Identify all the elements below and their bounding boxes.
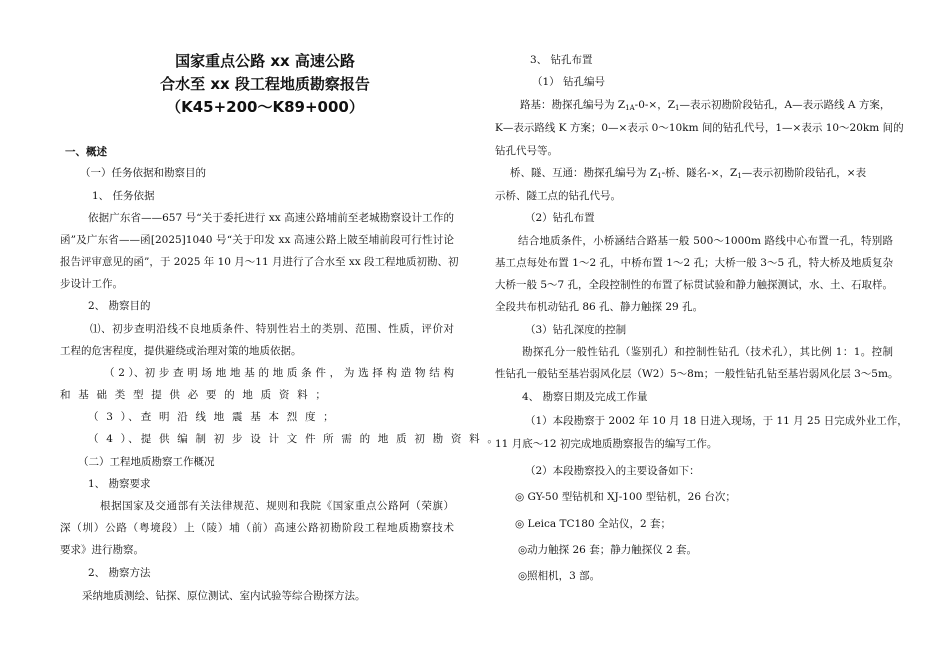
list-item: ◎动力触探 26 套；静力触探仪 2 套。	[518, 544, 698, 556]
paragraph-line: K—表示路线 K 方案；0—×表示 0～10km 间的钻孔代号，1—×表示 10～20km 间的	[495, 122, 904, 134]
heading-borehole-arrangement: （2）钻孔布置	[525, 212, 595, 224]
report-title-line-1: 国家重点公路 xx 高速公路	[175, 52, 355, 70]
list-item: ◎ Leica TC180 全站仪，2 套；	[515, 518, 671, 530]
subscript: 1A	[625, 104, 635, 112]
subscript: 1	[675, 104, 680, 112]
list-item: ◎ GY-50 型钻机和 XJ-100 型钻机，26 台次；	[515, 491, 736, 503]
paragraph-line	[520, 98, 890, 115]
paragraph-line: 根据国家及交通部有关法律规范、规则和我院《国家重点公路阿（荣旗）	[100, 500, 454, 512]
paragraph-line: 全段共布机动钻孔 86 孔、静力触探 29 孔。	[495, 301, 704, 313]
paragraph-line	[510, 166, 866, 183]
paragraph-line: 要求》进行勘察。	[60, 544, 144, 556]
report-title-line-3: （K45+200～K89+000）	[166, 98, 364, 116]
heading-task-basis: 1、 任务依据	[92, 190, 155, 202]
paragraph-line: 依据广东省——657 号“关于委托进行 xx 高速公路埔前至老城勘察设计工作的	[88, 212, 454, 224]
paragraph-line: 步设计工作。	[60, 278, 123, 290]
paragraph-line: 工程的危害程度，提供避绕或治理对策的地质依据。	[60, 345, 302, 357]
heading-borehole-depth: （3）钻孔深度的控制	[525, 324, 627, 336]
paragraph-line: 性钻孔一般钻至基岩弱风化层（W2）5～8m；一般性钻孔钻至基岩弱风化层 3～5m。	[495, 368, 899, 380]
subscript: 1	[657, 172, 662, 180]
paragraph-line: 钻孔代号等。	[495, 145, 558, 157]
heading-survey-purpose: 2、 勘察目的	[88, 300, 151, 312]
text-run: 路基：勘探孔编号为 Z	[520, 99, 626, 111]
paragraph-line: 报告评审意见的函”，于 2025 年 10 月～11 月进行了合水至 xx 段工程地质初勘、初	[60, 256, 459, 268]
paragraph-line: 结合地质条件，小桥涵结合路基一般 500～1000m 路线中心布置一孔，特别路	[518, 235, 893, 247]
paragraph-line: （ 4 ）、提 供 编 制 初 步 设 计 文 件 所 需 的 地 质 初 勘 资 料 。	[88, 433, 501, 445]
paragraph-line: 大桥一般 5～7 孔，全段控制性的布置了标贯试验和静力触探测试，水、土、石取样。	[495, 279, 894, 291]
paragraph-line: （1）本段勘察于 2002 年 10 月 18 日进入现场，于 11 月 25 日完成外业工作，	[525, 415, 908, 427]
text-run: -桥、隧名-×，Z	[661, 167, 738, 179]
paragraph-line: 11 月底～12 初完成地质勘察报告的编写工作。	[495, 438, 718, 450]
paragraph-line: 采纳地质测绘、钻探、原位测试、室内试验等综合勘探方法。	[82, 590, 366, 602]
heading-borehole-numbering: （1） 钻孔编号	[532, 76, 606, 88]
subscript: 1	[737, 172, 742, 180]
paragraph-line: 深（圳）公路（粤境段）上（陵）埔（前）高速公路初勘阶段工程地质勘察技术	[60, 522, 454, 534]
subsection-heading-basis-purpose: （一）任务依据和勘察目的	[80, 167, 206, 179]
paragraph-line: 示桥、隧工点的钻孔代号。	[495, 190, 621, 202]
text-run: —表示初勘阶段钻孔，A—表示路线 A 方案，	[679, 99, 891, 111]
paragraph-line: 基工点每处布置 1～2 孔，中桥布置 1～2 孔；大桥一般 3～5 孔，特大桥及地质复杂	[495, 257, 893, 269]
section-heading-overview: 一、概述	[65, 146, 107, 158]
list-item: ◎照相机，3 部。	[518, 570, 601, 582]
paragraph-line: 函”及广东省——函[2025]1040 号“关于印发 xx 高速公路上陂至埔前段可行性讨论	[60, 234, 454, 246]
heading-borehole-layout: 3、 钻孔布置	[530, 54, 593, 66]
paragraph-line: （ 2 ）、初 步 查 明 场 地 地 基 的 地 质 条 件 ， 为 选 择 构 造 物 结 构	[104, 367, 454, 379]
paragraph-line: （ 3 ）、查 明 沿 线 地 震 基 本 烈 度 ；	[88, 411, 336, 423]
text-run: -0-×，Z	[634, 99, 676, 111]
heading-survey-dates-workload: 4、 勘察日期及完成工作量	[522, 391, 648, 403]
paragraph-line: （2）本段勘察投入的主要设备如下：	[525, 465, 700, 477]
paragraph-line: 和 基 础 类 型 提 供 必 要 的 地 质 资 料 ；	[60, 389, 329, 401]
report-title-line-2: 合水至 xx 段工程地质勘察报告	[160, 75, 370, 93]
paragraph-line: ⑴、初步查明沿线不良地质条件、特别性岩土的类别、范围、性质，评价对	[90, 323, 454, 335]
paragraph-line: 勘探孔分一般性钻孔（鉴别孔）和控制性钻孔（技术孔），其比例 1：1。控制	[522, 346, 893, 358]
heading-survey-requirements: 1、 勘察要求	[88, 478, 151, 490]
text-run: 桥、隧、互通：勘探孔编号为 Z	[510, 167, 658, 179]
heading-survey-method: 2、 勘察方法	[88, 567, 151, 579]
subsection-heading-work-overview: （二）工程地质勘察工作概况	[78, 456, 215, 468]
text-run: —表示初勘阶段钻孔，×表	[741, 167, 867, 179]
